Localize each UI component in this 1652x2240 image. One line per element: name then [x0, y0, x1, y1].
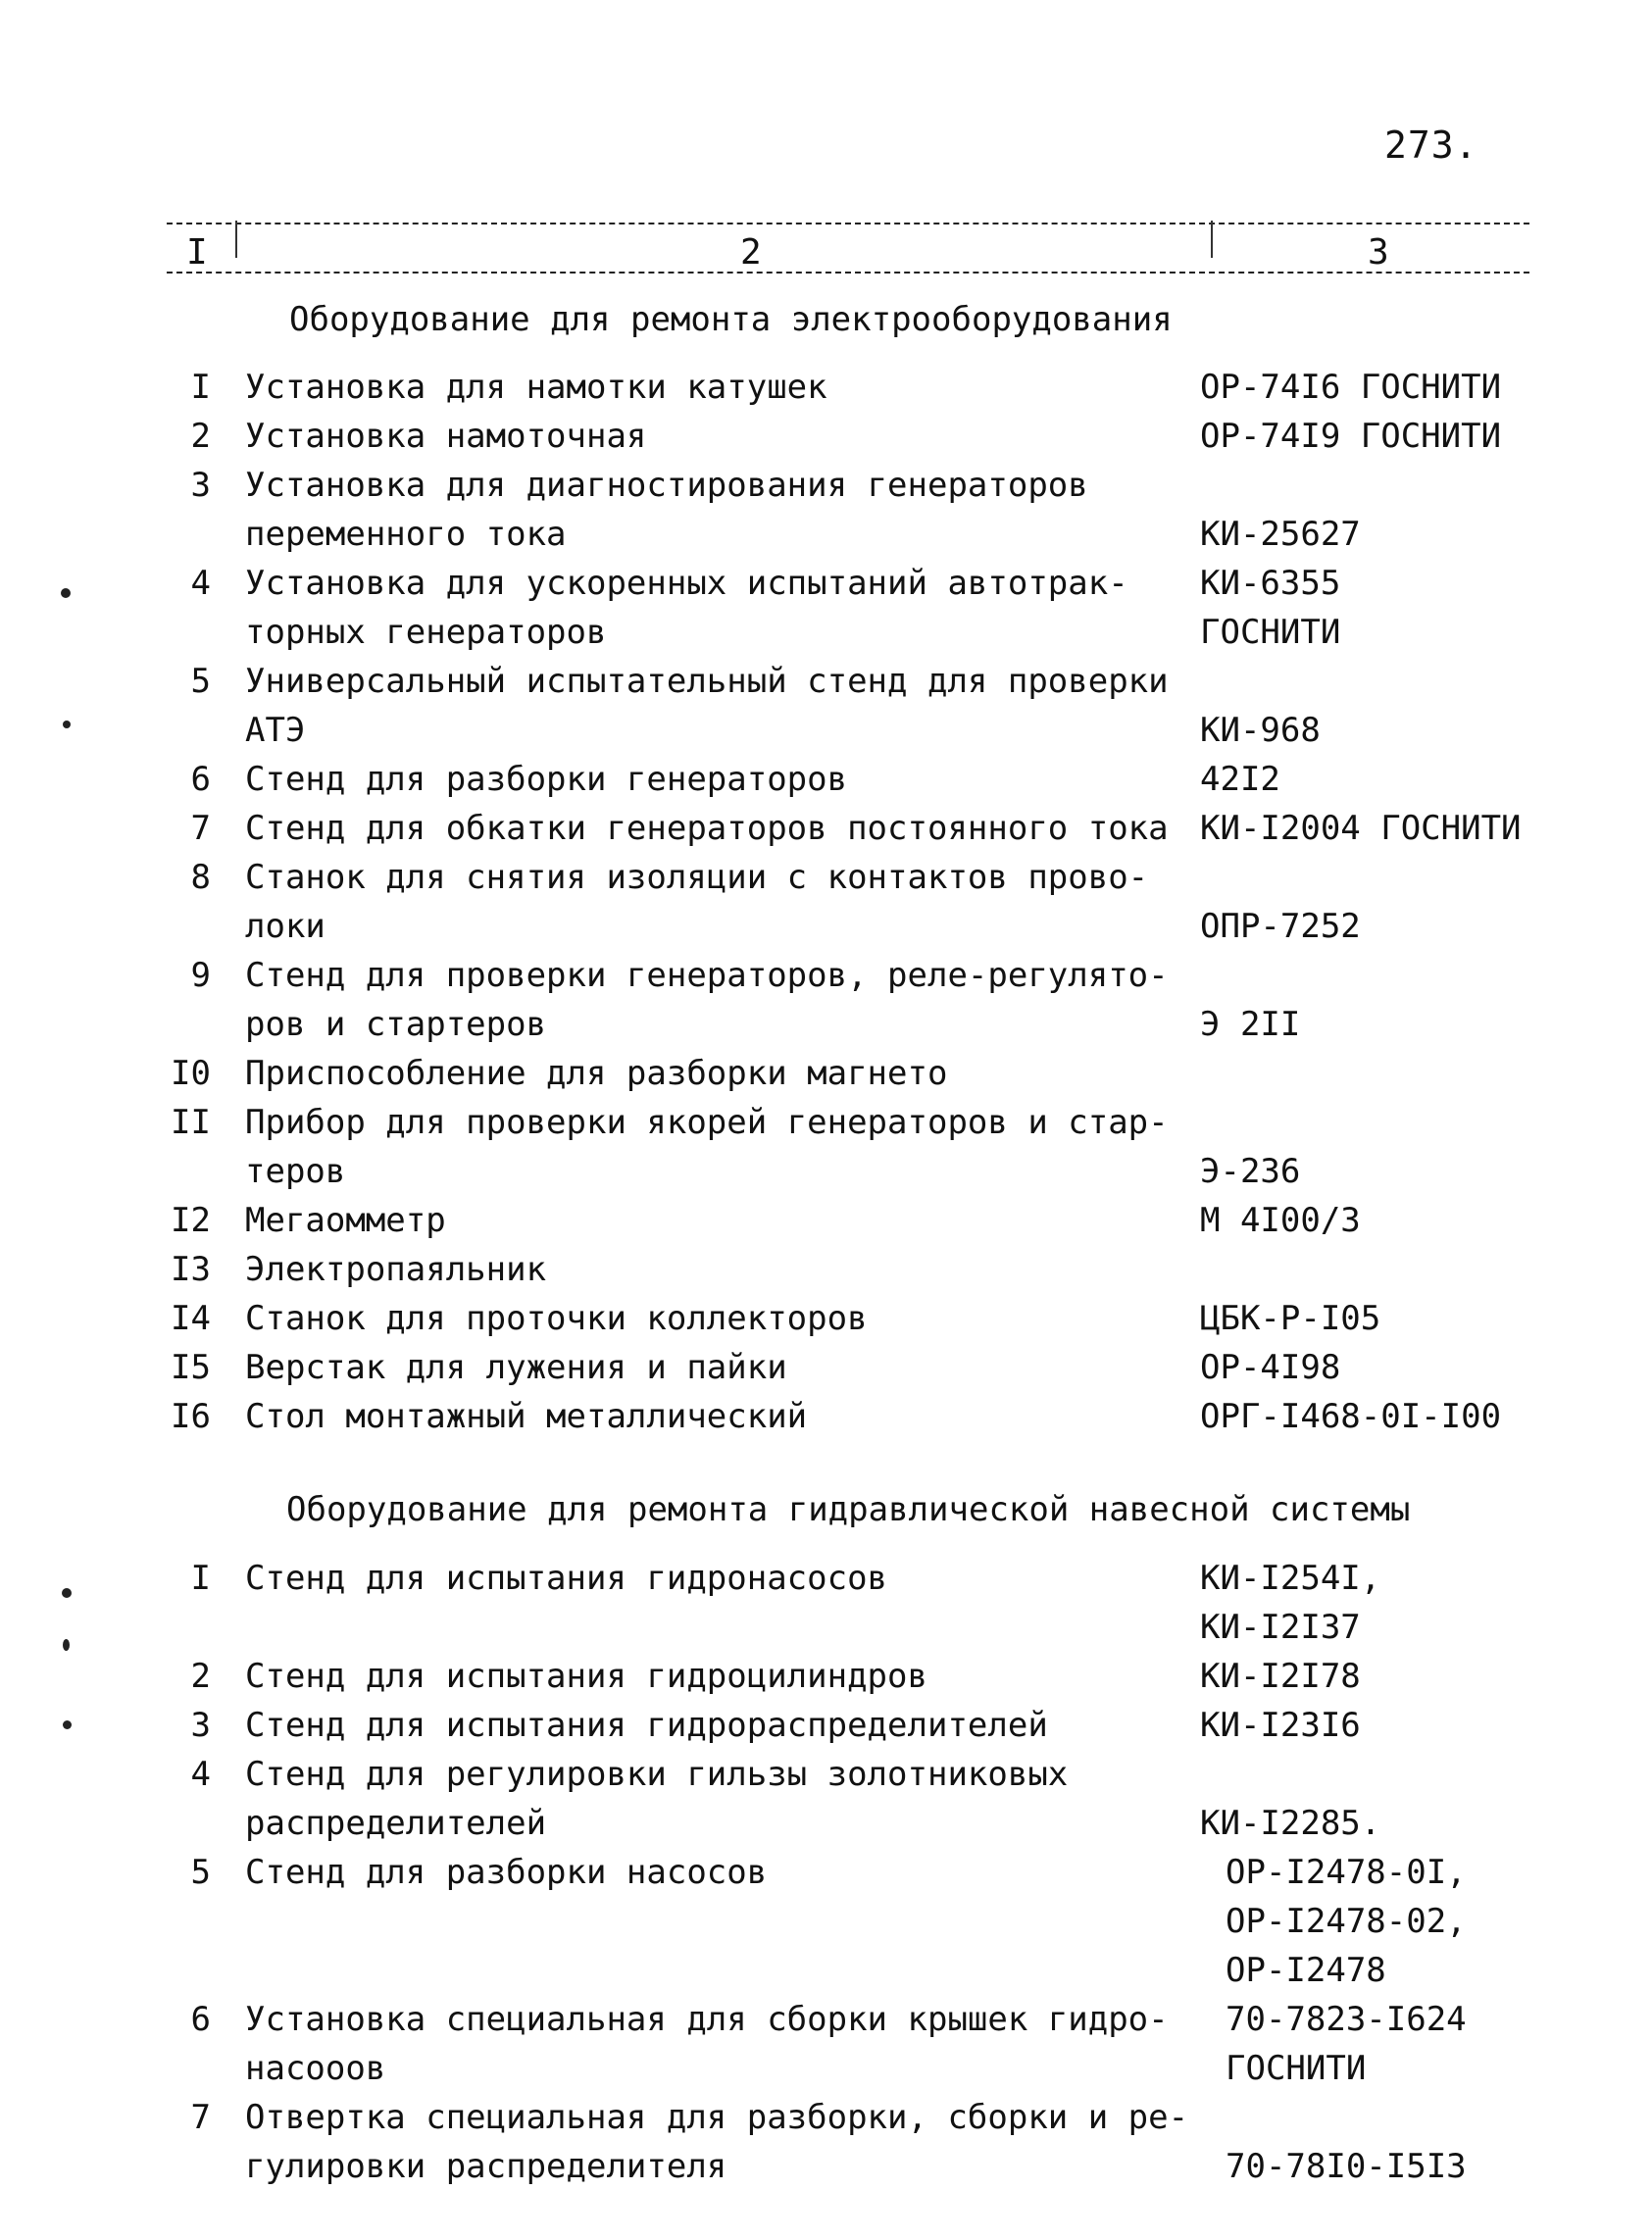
- scan-speck: [62, 1588, 72, 1598]
- row-number: 3: [190, 1706, 211, 1745]
- row-code: М 4I00/3: [1200, 1201, 1361, 1240]
- row-code: 70-7823-I624 ГОСНИТИ: [1226, 2000, 1467, 2088]
- section-title: Оборудование для ремонта электрооборудования: [289, 300, 1173, 339]
- row-code: КИ-I2285.: [1200, 1804, 1381, 1843]
- row-code: ЦБК-Р-I05: [1200, 1299, 1381, 1338]
- row-name: Стенд для разборки генераторов: [245, 760, 848, 799]
- row-code: КИ-6355 ГОСНИТИ: [1200, 564, 1341, 652]
- row-number: 7: [190, 2098, 211, 2137]
- row-number: I5: [171, 1348, 211, 1387]
- row-number: 6: [190, 2000, 211, 2039]
- row-number: 7: [190, 809, 211, 848]
- row-name: Станок для проточки коллекторов: [245, 1299, 868, 1338]
- row-name: Мегаомметр: [245, 1201, 446, 1240]
- header-divider-2: [1211, 221, 1213, 258]
- row-name: Отвертка специальная для разборки, сборки и ре- гулировки распределителя: [245, 2098, 1189, 2186]
- row-number: 2: [190, 417, 211, 456]
- scan-speck: [61, 588, 71, 598]
- row-number: I2: [171, 1201, 211, 1240]
- row-name: Установка намоточная: [245, 417, 647, 456]
- row-code: 42I2: [1200, 760, 1280, 799]
- row-name: Приспособление для разборки магнето: [245, 1054, 948, 1093]
- header-top-rule: [167, 223, 1529, 224]
- scan-speck: [63, 1720, 72, 1729]
- row-number: 2: [190, 1657, 211, 1696]
- section-title: Оборудование для ремонта гидравлической навесной системы: [286, 1490, 1411, 1529]
- row-name: Установка для диагностирования генераторов переменного тока: [245, 466, 1088, 554]
- row-number: I: [190, 368, 211, 407]
- row-name: Установка для ускоренных испытаний автотрак- торных генераторов: [245, 564, 1128, 652]
- row-number: 9: [190, 956, 211, 995]
- scan-speck: [63, 721, 71, 728]
- row-number: 4: [190, 564, 211, 603]
- row-name: Стенд для разборки насосов: [245, 1853, 768, 1892]
- row-name: Установка для намотки катушек: [245, 368, 827, 407]
- page-number: 273.: [1384, 124, 1478, 167]
- row-code: 70-78I0-I5I3: [1226, 2147, 1467, 2186]
- row-code: КИ-I2004 ГОСНИТИ: [1200, 809, 1522, 848]
- row-code: ОРГ-I468-0I-I00: [1200, 1397, 1502, 1436]
- header-col-1: I: [186, 232, 208, 273]
- row-name: Стол монтажный металлический: [245, 1397, 808, 1436]
- row-number: 5: [190, 1853, 211, 1892]
- row-code: КИ-I254I, КИ-I2I37: [1200, 1559, 1381, 1647]
- row-code: КИ-968: [1200, 711, 1321, 750]
- row-number: I6: [171, 1397, 211, 1436]
- header-col-3: 3: [1368, 232, 1389, 273]
- row-name: Стенд для обкатки генераторов постоянного тока: [245, 809, 1169, 848]
- row-name: Верстак для лужения и пайки: [245, 1348, 787, 1387]
- row-name: Станок для снятия изоляции с контактов прово- локи: [245, 858, 1149, 946]
- table-header: [167, 211, 1529, 279]
- row-name: Стенд для испытания гидрораспределителей: [245, 1706, 1048, 1745]
- row-code: КИ-25627: [1200, 515, 1361, 554]
- row-number: I3: [171, 1250, 211, 1289]
- row-name: Электропаяльник: [245, 1250, 547, 1289]
- header-divider-1: [235, 221, 237, 258]
- row-number: 8: [190, 858, 211, 897]
- row-name: Стенд для испытания гидронасосов: [245, 1559, 888, 1598]
- row-code: КИ-I2I78: [1200, 1657, 1361, 1696]
- scan-speck: [63, 1639, 70, 1651]
- row-number: I4: [171, 1299, 211, 1338]
- row-name: Стенд для испытания гидроцилиндров: [245, 1657, 927, 1696]
- header-col-2: 2: [740, 232, 762, 273]
- row-number: 4: [190, 1755, 211, 1794]
- row-code: ОПР-7252: [1200, 907, 1361, 946]
- row-code: ОР-74I6 ГОСНИТИ: [1200, 368, 1502, 407]
- row-name: Прибор для проверки якорей генераторов и стар- теров: [245, 1103, 1169, 1191]
- row-number: 3: [190, 466, 211, 505]
- row-code: ОР-74I9 ГОСНИТИ: [1200, 417, 1502, 456]
- row-name: Стенд для проверки генераторов, реле-регулято- ров и стартеров: [245, 956, 1169, 1044]
- row-number: I0: [171, 1054, 211, 1093]
- row-code: КИ-I23I6: [1200, 1706, 1361, 1745]
- row-code: Э-236: [1200, 1152, 1301, 1191]
- row-number: I: [190, 1559, 211, 1598]
- header-bottom-rule: [167, 272, 1529, 274]
- row-number: II: [171, 1103, 211, 1142]
- row-name: Установка специальная для сборки крышек гидро- насооов: [245, 2000, 1169, 2088]
- row-name: Универсальный испытательный стенд для проверки АТЭ: [245, 662, 1169, 750]
- row-code: ОР-4I98: [1200, 1348, 1341, 1387]
- row-code: Э 2II: [1200, 1005, 1301, 1044]
- row-number: 6: [190, 760, 211, 799]
- row-code: ОР-I2478-0I, ОР-I2478-02, ОР-I2478: [1226, 1853, 1467, 1990]
- row-name: Стенд для регулировки гильзы золотниковых распределителей: [245, 1755, 1069, 1843]
- row-number: 5: [190, 662, 211, 701]
